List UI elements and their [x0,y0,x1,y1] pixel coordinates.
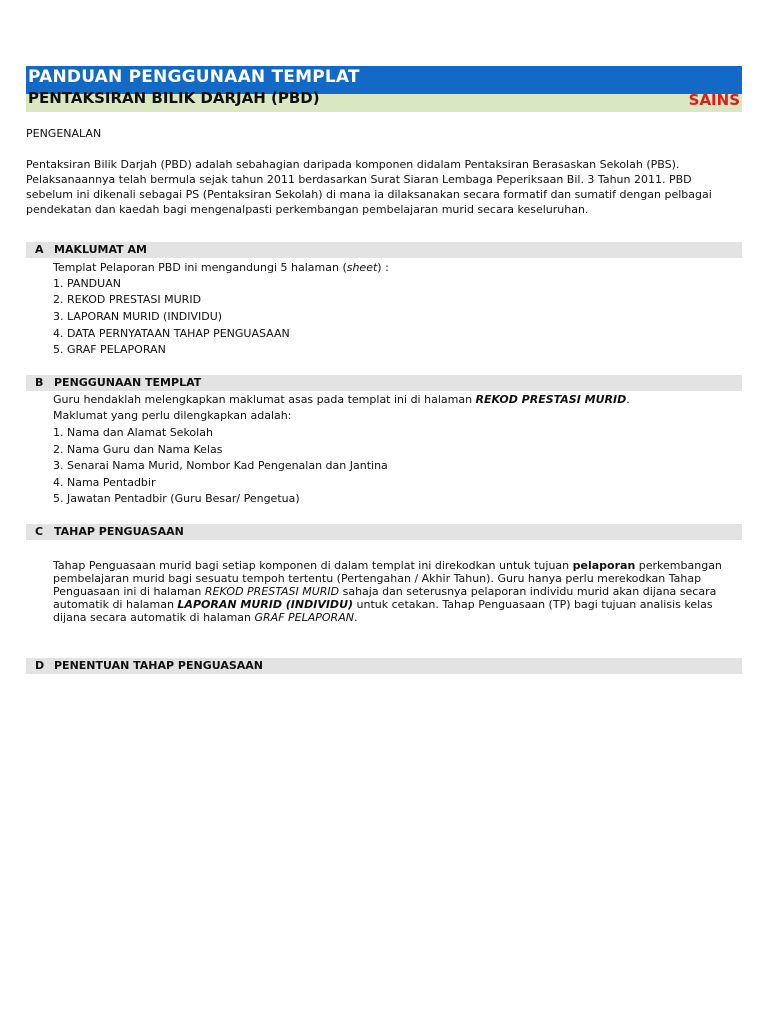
section-a-bar [26,242,742,258]
section-c-text-3: sahaja dan seterusnya pelaporan individu murid akan dijana secara automatik di halaman [53,585,717,611]
intro-paragraph: Pentaksiran Bilik Darjah (PBD) adalah sebahagian daripada komponen didalam Pentaksiran Berasaskan Sekolah (PBS). Pelaksanaannya telah bermula sejak tahun 2011 berdasarkan Surat Siaran Lembaga Peperiksaan Bil. 3 Tahun 2011. PBD sebelum ini dikenali sebagai PS (Pentaksiran Sekolah) di mana ia dilaksanakan secara formatif dan sumatif dengan pelbagai pendekatan dan kaedah bagi mengenalpasti perkembangan pembelajaran murid secara keseluruhan. [26,158,712,216]
section-a-lead-text: Templat Pelaporan PBD ini mengandungi 5 halaman ( [53,261,347,274]
section-c-text-2: perkembangan pembelajaran murid bagi sesuatu tempoh tertentu (Pertengahan / Akhir Tahun). Guru hanya perlu merekodkan Tahap Penguasaan ini di halaman [53,559,722,598]
list-item: 5. Jawatan Pentadbir (Guru Besar/ Pengetua) [53,492,300,505]
section-b-lead-end: . [626,393,630,406]
list-item: 5. GRAF PELAPORAN [53,343,166,356]
section-a-title: MAKLUMAT AM [54,243,147,256]
section-d-bar [26,658,742,674]
section-b-lead-text: Guru hendaklah melengkapkan maklumat asas pada templat ini di halaman [53,393,476,406]
section-b-lead [53,392,630,407]
section-a-lead-end: ) : [377,261,389,274]
section-c-text-1: Tahap Penguasaan murid bagi setiap komponen di dalam templat ini direkodkan untuk tujuan [53,559,573,572]
section-c-bar [26,524,742,540]
section-b-letter: B [35,376,44,389]
list-item: 1. PANDUAN [53,277,121,290]
intro-heading: PENGENALAN [26,127,102,140]
section-b-title: PENGGUNAAN TEMPLAT [54,376,202,389]
section-c-em-laporan: LAPORAN MURID (INDIVIDU) [177,598,354,611]
subject-label: SAINS [688,91,740,109]
section-c-bold-pelaporan: pelaporan [572,559,636,572]
subtitle-banner [26,89,742,112]
list-item: 4. Nama Pentadbir [53,476,156,489]
section-a-lead-emphasis: sheet [346,261,378,274]
section-d-letter: D [35,659,45,672]
page-title: PANDUAN PENGGUNAAN TEMPLAT [28,67,360,87]
page-subtitle: PENTAKSIRAN BILIK DARJAH (PBD) [28,89,320,107]
list-item: 1. Nama dan Alamat Sekolah [53,426,213,439]
section-b-lead-emphasis: REKOD PRESTASI MURID [475,393,627,406]
list-item: 3. LAPORAN MURID (INDIVIDU) [53,310,223,323]
list-item: 3. Senarai Nama Murid, Nombor Kad Pengenalan dan Jantina [53,459,388,472]
list-item: 2. REKOD PRESTASI MURID [53,293,202,306]
section-b-sublead: Maklumat yang perlu dilengkapkan adalah: [53,409,292,422]
section-d-title: PENENTUAN TAHAP PENGUASAAN [54,659,263,672]
list-item: 4. DATA PERNYATAAN TAHAP PENGUASAAN [53,327,290,340]
section-b-bar [26,375,742,391]
section-a-lead [53,260,389,275]
section-c-paragraph [53,559,743,624]
section-c-em-graf: GRAF PELAPORAN [254,611,354,624]
section-c-em-rekod: REKOD PRESTASI MURID [204,585,340,598]
section-a-letter: A [35,243,44,256]
section-c-text-5: . [353,611,358,624]
list-item: 2. Nama Guru dan Nama Kelas [53,443,223,456]
section-c-letter: C [35,525,44,538]
section-c-text-4: untuk cetakan. Tahap Penguasaan (TP) bagi tujuan analisis kelas dijana secara automatik di halaman [53,598,713,624]
section-c-title: TAHAP PENGUASAAN [54,525,184,538]
